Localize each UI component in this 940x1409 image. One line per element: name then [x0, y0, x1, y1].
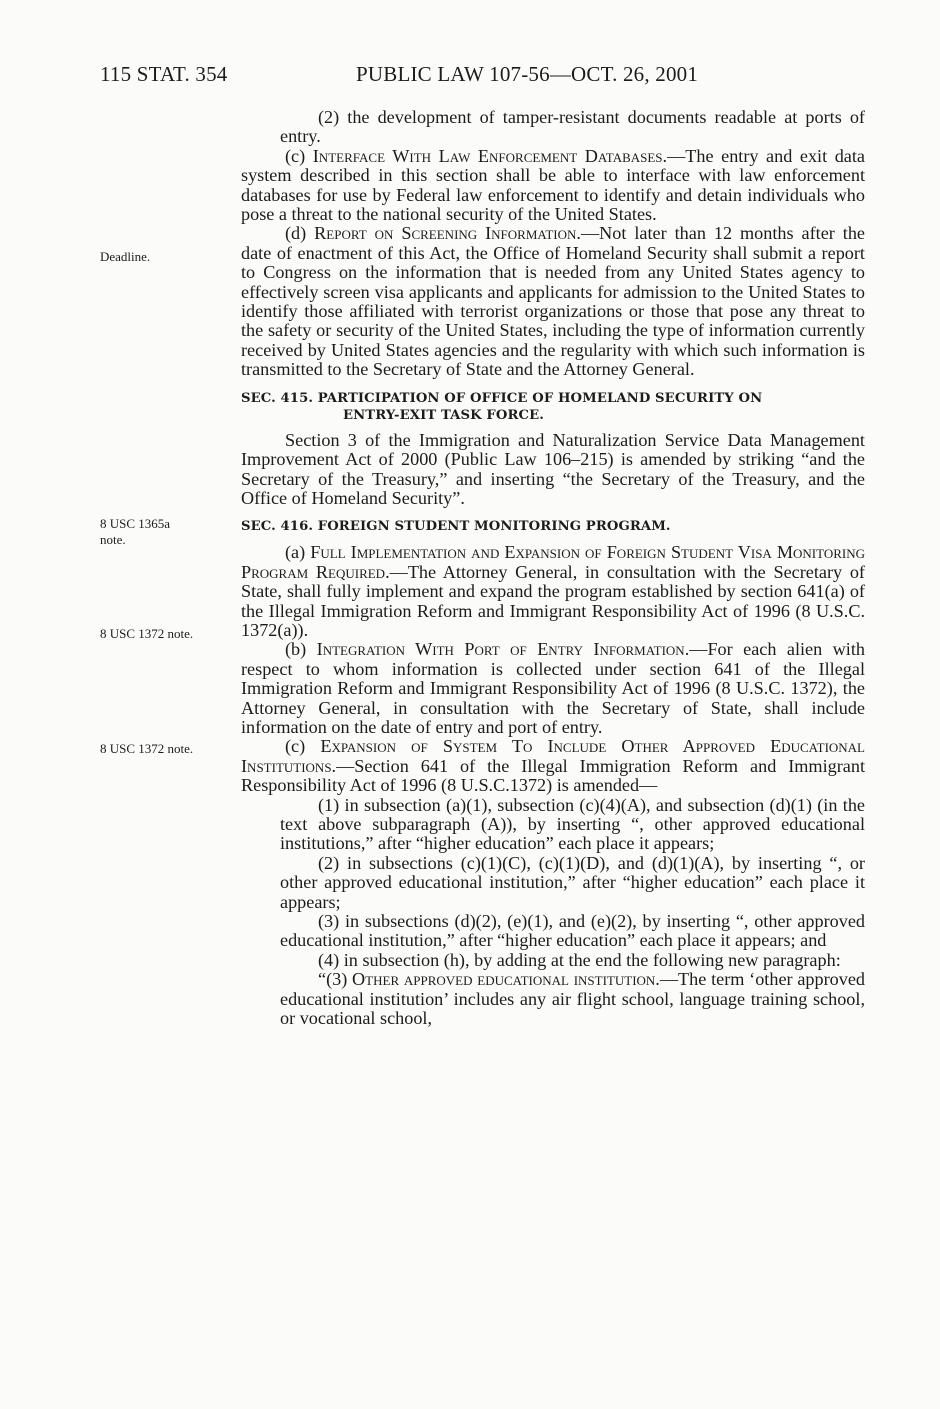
- paragraph-heading: Report on Screening Information.: [314, 223, 581, 244]
- section-415-heading: [241, 390, 865, 424]
- document-body: [241, 108, 865, 1028]
- margin-note-deadline: Deadline.: [100, 249, 151, 264]
- paragraph-sub-4: (4) in subsection (h), by adding at the end the following new paragraph:: [318, 949, 841, 970]
- paragraph-416-a: [241, 543, 865, 640]
- margin-note-usc-1372-a: 8 USC 1372 note.: [100, 626, 194, 641]
- paragraph-d-report: [241, 224, 865, 379]
- paragraph-text: —The Attorney General, in consultation with the Secretary of State, shall fully implement and expand the program established by section 641(a) of the Illegal Immigration Reform and Immigrant Responsibility Act of 1996 (8 U.S.C. 1372(a)).: [241, 561, 865, 640]
- paragraph-section-415: Section 3 of the Immigration and Naturalization Service Data Management Improvement Act of 2000 (Public Law 106–215) is amended by striking “and the Secretary of the Treasury,” and inserting “the Secretary of the Treasury, and the Office of Homeland Security”.: [241, 429, 865, 508]
- paragraph-item-2: (2) the development of tamper-resistant documents readable at ports of entry.: [280, 107, 865, 147]
- paragraph-sub-3: (3) in subsections (d)(2), (e)(1), and (e)(2), by inserting “, other approved educational institution,” after “higher education” each place it appears; and: [280, 911, 865, 951]
- paragraph-heading: Full Implementation and Expansion of Foreign Student Visa Monitoring Program Required.: [241, 542, 866, 582]
- paragraph-label: (c): [285, 145, 313, 166]
- paragraph-label: “(3): [318, 969, 353, 990]
- paragraph-sub-2: (2) in subsections (c)(1)(C), (c)(1)(D), and (d)(1)(A), by inserting “, or other approved educational institution,” after “higher education” each place it appears;: [280, 852, 865, 912]
- paragraph-text: —The term ‘other approved educational institution’ includes any air flight school, language training school, or vocational school,: [280, 969, 866, 1029]
- section-415-heading-line1: SEC. 415. PARTICIPATION OF OFFICE OF HOMELAND SECURITY ON: [241, 390, 763, 406]
- margin-note-usc-1372-b: 8 USC 1372 note.: [100, 741, 194, 756]
- paragraph-heading: Integration With Port of Entry Information.: [316, 639, 690, 660]
- paragraph-c-interface: [241, 147, 865, 225]
- paragraph-text: —Not later than 12 months after the date of enactment of this Act, the Office of Homeland Security shall submit a report to Congress on the information that is needed from any United States agency to effectively screen visa applicants and applicants for admission to the United States to identify those affiliated with terrorist organizations or those that pose any threat to the safety or security of the United States, including the type of information currently received by United States agencies and the regularity with which such information is transmitted to the Secretary of State and the Attorney General.: [241, 223, 865, 380]
- paragraph-416-b: [241, 640, 865, 737]
- paragraph-label: (a): [285, 542, 311, 563]
- section-415-heading-line2: ENTRY-EXIT TASK FORCE.: [343, 407, 544, 423]
- paragraph-text: —The entry and exit data system described in this section shall be able to interface with law enforcement databases for use by Federal law enforcement to identify and detain individuals who pose a threat to the national security of the United States.: [241, 145, 865, 225]
- paragraph-quoted-definition: [241, 970, 865, 1028]
- paragraph-heading: Other approved educational institution.: [352, 969, 660, 990]
- running-header: [100, 62, 780, 88]
- paragraph-label: (b): [285, 639, 317, 660]
- stat-page-number: 115 STAT. 354: [100, 62, 228, 86]
- section-416-heading: SEC. 416. FOREIGN STUDENT MONITORING PROGRAM.: [241, 519, 671, 535]
- paragraph-label: (d): [285, 223, 315, 244]
- paragraph-label: (c): [285, 736, 321, 757]
- paragraph-text: —Section 641 of the Illegal Immigration Reform and Immigrant Responsibility Act of 1996 (8 U.S.C.1372) is amended—: [241, 755, 865, 796]
- paragraph-sub-1: (1) in subsection (a)(1), subsection (c)(4)(A), and subsection (d)(1) (in the text above subparagraph (A)), by inserting “, other approved educational institutions,” after “higher education” each place it appears;: [280, 794, 865, 854]
- margin-note-usc-1365a-note: note.: [100, 532, 126, 547]
- paragraph-text: —For each alien with respect to whom information is collected under section 641 of the Illegal Immigration Reform and Immigrant Responsibility Act of 1996 (8 U.S.C. 1372), the Attorney General, in consultation with the Secretary of State, shall include information on the date of entry and port of entry.: [241, 639, 865, 737]
- paragraph-416-c: [241, 737, 865, 795]
- public-law-date: PUBLIC LAW 107-56—OCT. 26, 2001: [356, 62, 699, 86]
- margin-note-usc-1365a: 8 USC 1365a: [100, 516, 171, 531]
- paragraph-heading: Interface With Law Enforcement Databases.: [312, 145, 668, 166]
- paragraph-heading: Expansion of System To Include Other Approved Educational Institutions.: [241, 736, 866, 776]
